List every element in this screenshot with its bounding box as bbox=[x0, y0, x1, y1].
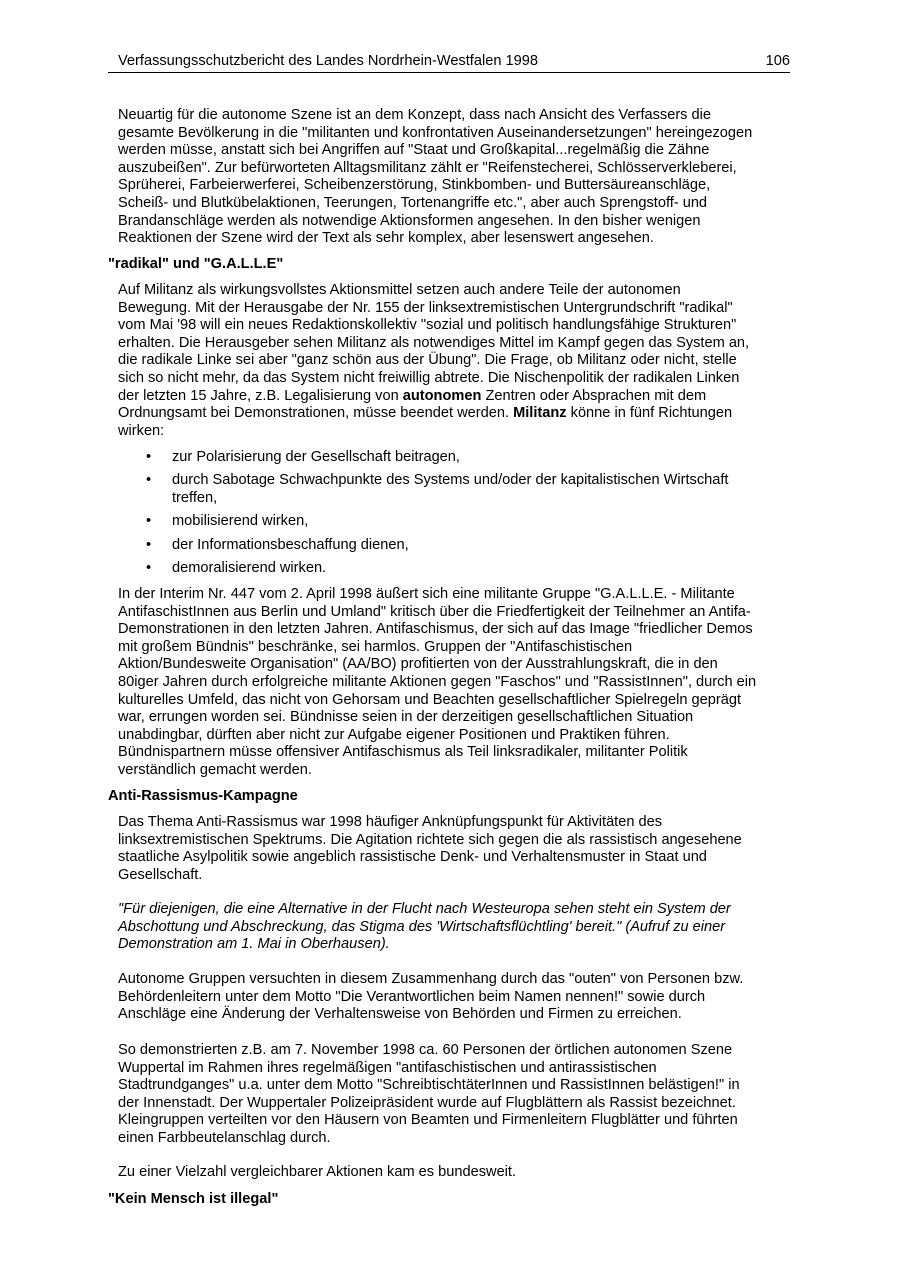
paragraph-anti-rassismus: Das Thema Anti-Rassismus war 1998 häufiger Anknüpfungspunkt für Aktivitäten des linksextremistischen Spektrums. Die Agitation richtete sich gegen die als rassistisch angesehene staatliche Asylpolitik sowie angeblich rassistische Denk- und Verhaltensmuster in Staat und Gesellschaft. bbox=[118, 814, 742, 883]
bullet-icon: • bbox=[146, 449, 152, 465]
bullet-icon: • bbox=[146, 537, 152, 553]
bullet-icon: • bbox=[146, 472, 152, 488]
bold-militanz: Militanz bbox=[513, 405, 567, 422]
heading-anti-rassismus: Anti-Rassismus-Kampagne bbox=[108, 788, 298, 804]
page-header bbox=[108, 53, 790, 73]
paragraph-concept: Neuartig für die autonome Szene ist an dem Konzept, dass nach Ansicht des Verfassers die gesamte Bevölkerung in die "militanten und konfrontativen Auseinandersetzungen" hereingezogen werden müsse, anstatt sich bei Angriffen auf "Staat und Großkapital...regelmäßig die Zähne auszubeißen". Zur befürworteten Alltagsmilitanz zählt er "Reifenstecherei, Schlösserverkleberei, Sprüherei, Farbeierwerferei, Scheibenzerstörung, Stinkbomben- und Buttersäureanschläge, Scheiß- und Blutkübelaktionen, Teerungen, Tortenangriffe etc.", aber auch Sprengstoff- und Brandanschläge werden als notwendige Aktionsformen angesehen. In den bisher wenigen Reaktionen der Szene wird der Text als sehr komplex, aber lesenswert angesehen. bbox=[118, 107, 753, 247]
paragraph-militanz-text-e: könne in fünf Richtungen wirken: bbox=[118, 405, 733, 439]
heading-radikal-galle: "radikal" und "G.A.L.L.E" bbox=[108, 256, 284, 272]
paragraph-militanz-text-a: Auf Militanz als wirkungsvollstes Aktionsmittel setzen auch andere Teile der autonomen Bewegung. Mit der Herausgabe der Nr. 155 der linksextremistischen Untergrundschrift "radikal" vom Mai '98 will ein neues Redaktionskollektiv "sozial und politisch handlungsfähige Strukturen" erhalten. Die Herausgeber sehen Militanz als notwendiges Mittel im Kampf gegen das System an, die radikale Linke sei aber "ganz schön aus der Übung". Die Frage, ob Militanz oder nicht, stelle sich so nicht mehr, da das System nicht freiwillig abtrete. Die Nischenpolitik der radikalen Linken der letzten 15 Jahre, z.B. Legalisierung von bbox=[118, 282, 750, 404]
paragraph-bundesweit: Zu einer Vielzahl vergleichbarer Aktionen kam es bundesweit. bbox=[118, 1164, 517, 1180]
header-title: Verfassungsschutzbericht des Landes Nordrhein-Westfalen 1998 bbox=[118, 53, 538, 69]
paragraph-militanz bbox=[118, 282, 788, 440]
list-item-text: mobilisierend wirken, bbox=[172, 513, 309, 529]
bold-autonomen: autonomen bbox=[402, 387, 482, 404]
paragraph-wuppertal: So demonstrierten z.B. am 7. November 1998 ca. 60 Personen der örtlichen autonomen Szene Wuppertal im Rahmen ihres regelmäßigen "antifaschistischen und antirassistischen Stadtrundganges" u.a. unter dem Motto "SchreibtischtäterInnen und RassistInnen belästigen!" in der Innenstadt. Der Wuppertaler Polizeipräsident wurde auf Flugblättern als Rassist bezeichnet. Kleingruppen verteilten vor den Häusern von Beamten und Firmenleitern Flugblätter und führten einen Farbbeutelanschlag durch. bbox=[118, 1042, 740, 1146]
page-number: 106 bbox=[765, 53, 790, 69]
heading-kein-mensch: "Kein Mensch ist illegal" bbox=[108, 1191, 279, 1207]
list-item-text: zur Polarisierung der Gesellschaft beitragen, bbox=[172, 449, 460, 465]
bullet-icon: • bbox=[146, 560, 152, 576]
paragraph-interim: In der Interim Nr. 447 vom 2. April 1998 äußert sich eine militante Gruppe "G.A.L.L.E. - Militante AntifaschistInnen aus Berlin und Umland" kritisch über die Friedfertigkeit der Teilnehmer an Antifa- Demonstrationen in den letzten Jahren. Antifaschismus, der sich auf das Image "friedlicher Demos mit großem Bündnis" beschränke, sei harmlos. Gruppen der "Antifaschistischen Aktion/Bundesweite Organisation" (AA/BO) profitierten von der Ausstrahlungskraft, die in den 80iger Jahren durch erfolgreiche militante Aktionen gegen "Faschos" und "RassistInnen", durch ein kulturelles Umfeld, das nicht von Gehorsam und Beachten gesellschaftlicher Spielregeln geprägt war, errungen worden sei. Bündnisse seien in der derzeitigen gesellschaftlichen Situation unabdingbar, dürften aber nicht zur Aufgabe eigener Positionen und Praktiken führen. Bündnispartnern müsse offensiver Antifaschismus als Teil linksradikaler, militanter Politik verständlich gemacht werden. bbox=[118, 586, 757, 778]
list-item-text: demoralisierend wirken. bbox=[172, 560, 327, 576]
quote-oberhausen: "Für diejenigen, die eine Alternative in der Flucht nach Westeuropa sehen steht ein System der Abschottung und Abschreckung, das Stigma des 'Wirtschaftsflüchtling' bereit." (Aufruf zu einer Demonstration am 1. Mai in Oberhausen). bbox=[118, 901, 731, 953]
list-item-text: durch Sabotage Schwachpunkte des Systems und/oder der kapitalistischen Wirtschaft treffen, bbox=[172, 472, 729, 506]
bullet-icon: • bbox=[146, 513, 152, 529]
list-item-text: der Informationsbeschaffung dienen, bbox=[172, 537, 409, 553]
paragraph-outen: Autonome Gruppen versuchten in diesem Zusammenhang durch das "outen" von Personen bzw. Behördenleitern unter dem Motto "Die Verantwortlichen beim Namen nennen!" sowie durch Anschläge eine Änderung der Verhaltensweise von Behörden und Firmen zu erreichen. bbox=[118, 971, 744, 1023]
paragraph-militanz-text-c: Zentren oder Absprachen mit dem Ordnungsamt bei Demonstrationen, müsse beendet werden. bbox=[118, 387, 707, 422]
